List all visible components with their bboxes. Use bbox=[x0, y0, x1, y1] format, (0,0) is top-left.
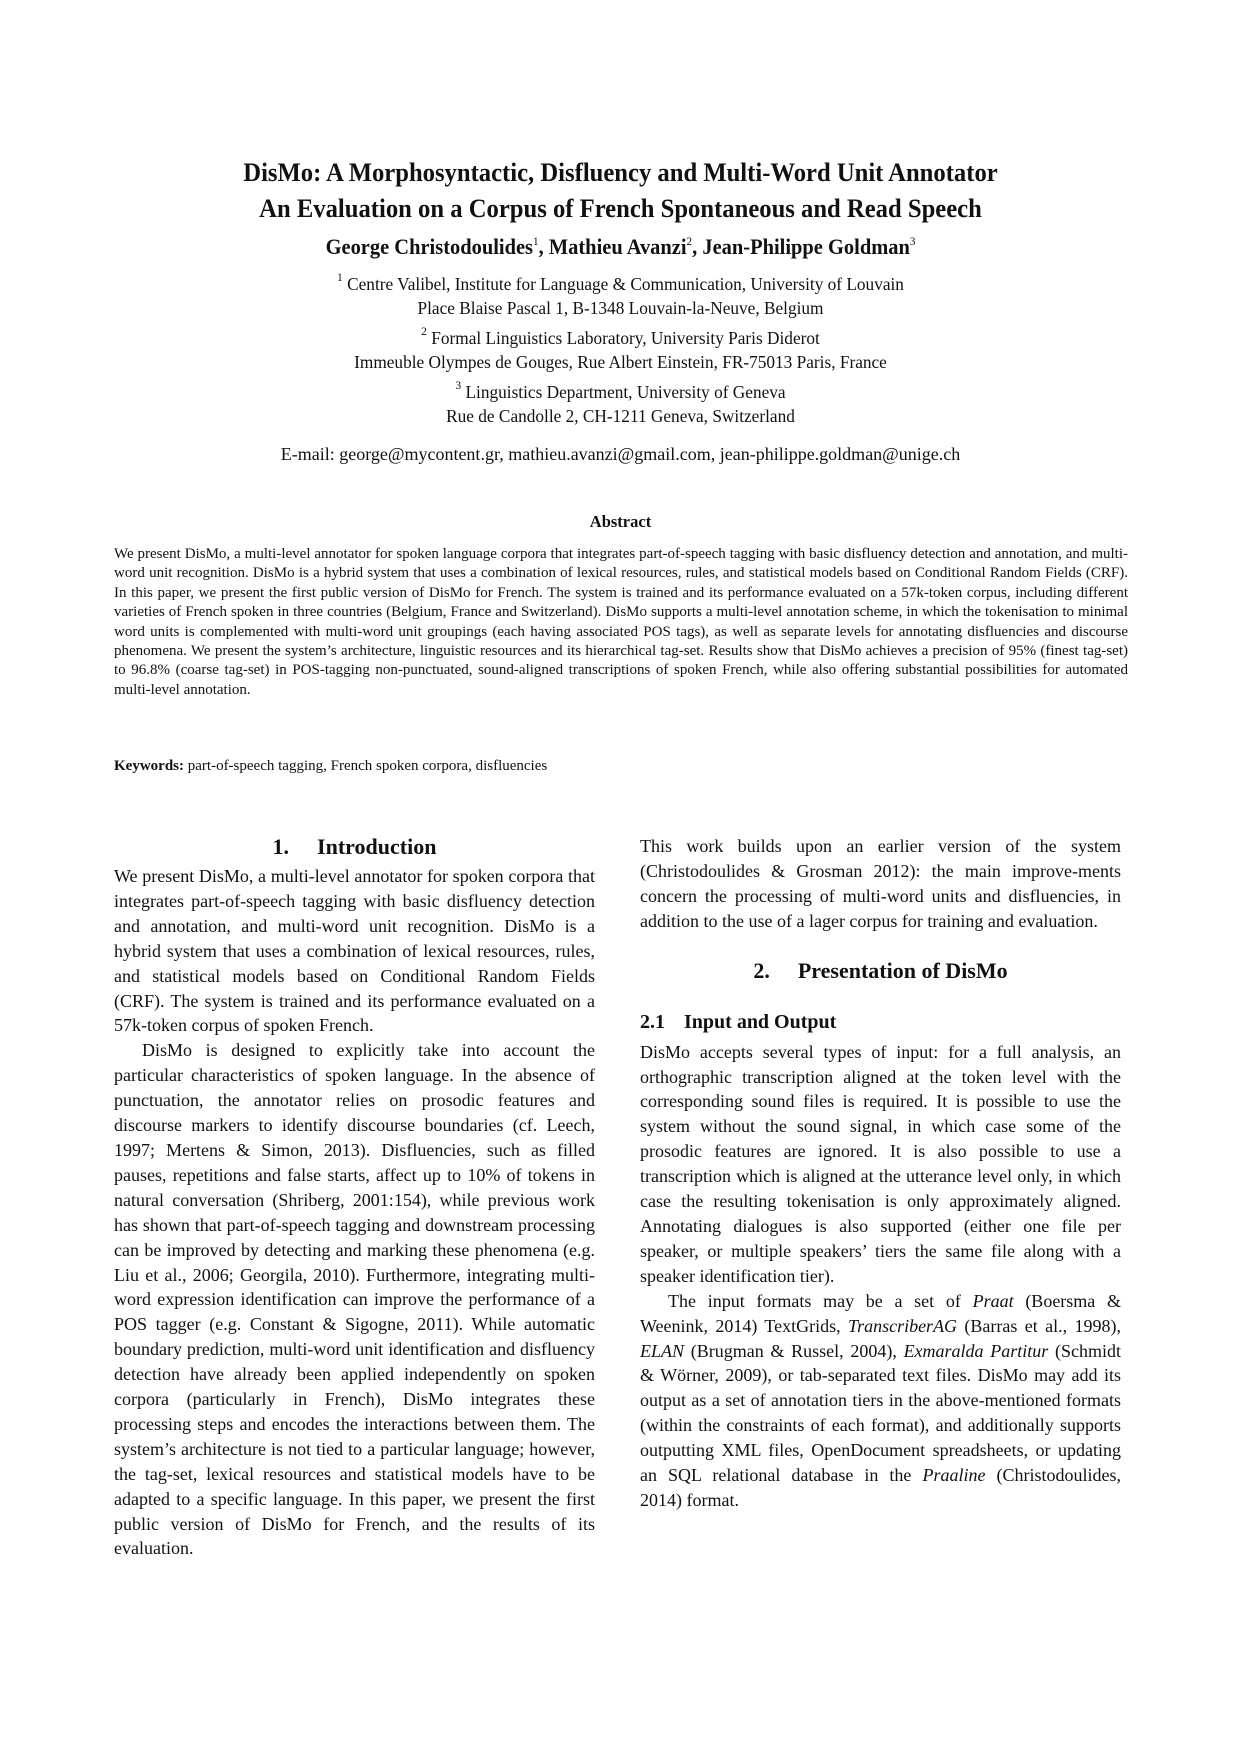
text-run: (Christodoulides, 2014) format. bbox=[640, 1465, 1122, 1510]
abstract-text: We present DisMo, a multi-level annotator for spoken language corpora that integrates part-of-speech tagging with basic disfluency detection and annotation, and multi-word unit recognition. DisMo is a hybrid system that uses a combination of lexical resources, rules, and statistical models based on Conditional Random Fields (CRF). In this paper, we present the first public version of DisMo for French. The system is trained and its performance evaluated on a 57k-token corpus, including different varieties of French spoken in three countries (Belgium, France and Switzerland). DisMo supports a multi-level annotation scheme, in which the tokenisation to minimal word units is complemented with multi-word unit groupings (each having associated POS tags), as well as separate levels for annotating disfluencies and discourse phenomena. We present the system’s architecture, linguistic resources and its hierarchical tag-set. Results show that DisMo achieves a precision of 95% (finest tag-set) to 96.8% (coarse tag-set) in POS-tagging non-punctuated, sound-aligned transcriptions of spoken French, while also offering substantial possibilities for automated multi-level annotation. bbox=[114, 546, 1128, 698]
subsection-heading-input-output bbox=[640, 1008, 1121, 1036]
text-run: (Boersma & Weenink, 2014) TextGrids, bbox=[640, 1290, 1122, 1336]
author-affiliation-mark: 2 bbox=[686, 234, 693, 248]
section-title: Introduction bbox=[317, 834, 437, 859]
author-name: George Christodoulides bbox=[325, 234, 534, 259]
subsection-number: 2.1 bbox=[640, 1010, 665, 1033]
keywords-label: Keywords: bbox=[114, 758, 184, 774]
affiliation-institution: Formal Linguistics Laboratory, University Paris Diderot bbox=[431, 328, 820, 348]
affiliation-address: Immeuble Olympes de Gouges, Rue Albert Einstein, FR-75013 Paris, France bbox=[354, 352, 887, 372]
paragraph: DisMo is designed to explicitly take into account the particular characteristics of spoken language. In the absence of punctuation, the annotator relies on prosodic features and discourse markers to identify discourse boundaries (cf. Leech, 1997; Mertens & Simon, 2013). Disfluencies, such as filled pauses, repetitions and false starts, affect up to 10% of tokens in natural conversation (Shriberg, 2001:154), while previous work has shown that part-of-speech tagging and downstream processing can be improved by detecting and marking these phenomena (e.g. Liu et al., 2006; Georgila, 2010). Furthermore, integrating multi-word expression identification can improve the performance of a POS tagger (e.g. Constant & Sigogne, 2011). While automatic boundary prediction, multi-word unit identification and disfluency detection have already been applied independently on spoken corpora (particularly in French), DisMo integrates these processing steps and encodes the interactions between them. The system’s architecture is not tied to a particular language; however, the tag-set, lexical resources and statistical models have to be adapted to a specific language. In this paper, we present the first public version of DisMo for French, and the results of its evaluation. bbox=[114, 1040, 595, 1559]
author-list: George Christodoulides$^1$, Mathieu Avanzi$^2$, Jean-Philippe Goldman$^3$ bbox=[325, 234, 916, 259]
author-emails: E-mail: george@mycontent.gr, mathieu.avanzi@gmail.com, jean-philippe.goldman@unige.ch bbox=[280, 444, 961, 464]
software-name: ELAN bbox=[640, 1340, 685, 1361]
software-name: Praat bbox=[972, 1290, 1014, 1311]
text-run: (Barras et al., 1998), bbox=[957, 1315, 1121, 1336]
keywords-text: part-of-speech tagging, French spoken corpora, disfluencies bbox=[187, 758, 548, 774]
paper-title bbox=[43, 154, 1197, 226]
paragraph: We present DisMo, a multi-level annotator for spoken corpora that integrates part-of-speech tagging with basic disfluency detection and annotation, and multi-word unit recognition. DisMo is a hybrid system that uses a combination of lexical resources, rules, and statistical models based on Conditional Random Fields (CRF). The system is trained and its performance evaluated on a 57k-token corpus of spoken French. bbox=[114, 866, 595, 1036]
affiliation-institution: Linguistics Department, University of Geneva bbox=[465, 382, 786, 402]
abstract-heading: Abstract bbox=[589, 512, 652, 531]
title-line-1: DisMo: A Morphosyntactic, Disfluency and Multi-Word Unit Annotator bbox=[243, 157, 998, 187]
author-affiliation-mark: 3 bbox=[909, 234, 916, 248]
affiliation-institution: Centre Valibel, Institute for Language & Communication, University of Louvain bbox=[347, 274, 904, 294]
left-column bbox=[114, 832, 595, 1561]
right-column bbox=[640, 834, 1121, 1513]
author-name: Mathieu Avanzi bbox=[548, 234, 687, 259]
paper-header bbox=[0, 154, 1241, 466]
affiliation-mark: 1 bbox=[337, 270, 343, 284]
text-run: (Brugman & Russel, 2004), bbox=[684, 1340, 904, 1361]
keywords bbox=[114, 758, 1128, 775]
text-run: The input formats may be a set of bbox=[668, 1290, 973, 1311]
software-name: TranscriberAG bbox=[848, 1315, 958, 1336]
affiliation-address: Place Blaise Pascal 1, B-1348 Louvain-la-Neuve, Belgium bbox=[417, 298, 824, 318]
section-number: 2. bbox=[753, 957, 770, 983]
author-affiliation-mark: 1 bbox=[533, 234, 539, 248]
author-name: Jean-Philippe Goldman bbox=[702, 234, 910, 259]
software-name: Praaline bbox=[922, 1465, 986, 1486]
paragraph: DisMo accepts several types of input: for a full analysis, an orthographic transcription aligned at the token level with the corresponding sound files is required. It is possible to use the system without the sound signal, in which case some of the prosodic features are ignored. It is also possible to use a transcription which is aligned at the utterance level only, in which case the resulting tokenisation is only approximately aligned. Annotating dialogues is also supported (either one file per speaker, or multiple speakers’ tiers the same file along with a speaker identification tier). bbox=[640, 1041, 1121, 1286]
text-run: (Schmidt & Wörner, 2009), or tab-separated text files. DisMo may add its output as a set of annotation tiers in the above-mentioned formats (within the constraints of each format), and additionally supports outputting XML files, OpenDocument spreadsheets, or updating an SQL relational database in the bbox=[640, 1340, 1121, 1486]
paragraph bbox=[640, 1289, 1121, 1513]
title-line-2: An Evaluation on a Corpus of French Spontaneous and Read Speech bbox=[259, 193, 982, 223]
affiliation-mark: 2 bbox=[421, 324, 427, 338]
section-title: Presentation of DisMo bbox=[797, 957, 1008, 983]
affiliation-address: Rue de Candolle 2, CH-1211 Geneva, Switzerland bbox=[446, 406, 795, 426]
subsection-title: Input and Output bbox=[684, 1010, 837, 1033]
section-number: 1. bbox=[272, 834, 290, 859]
affiliation bbox=[25, 272, 1216, 320]
affiliation bbox=[25, 380, 1216, 428]
section-heading-presentation bbox=[640, 956, 1121, 986]
affiliation-mark: 3 bbox=[455, 378, 462, 392]
affiliation bbox=[25, 326, 1216, 374]
section-heading-introduction bbox=[114, 832, 595, 862]
paragraph: This work builds upon an earlier version of the system (Christodoulides & Grosman 2012): the main improve-ments concern the processing of multi-word units and disfluencies, in addition to the use of a lager corpus for training and evaluation. bbox=[640, 836, 1121, 931]
software-name: Exmaralda Partitur bbox=[903, 1340, 1049, 1361]
